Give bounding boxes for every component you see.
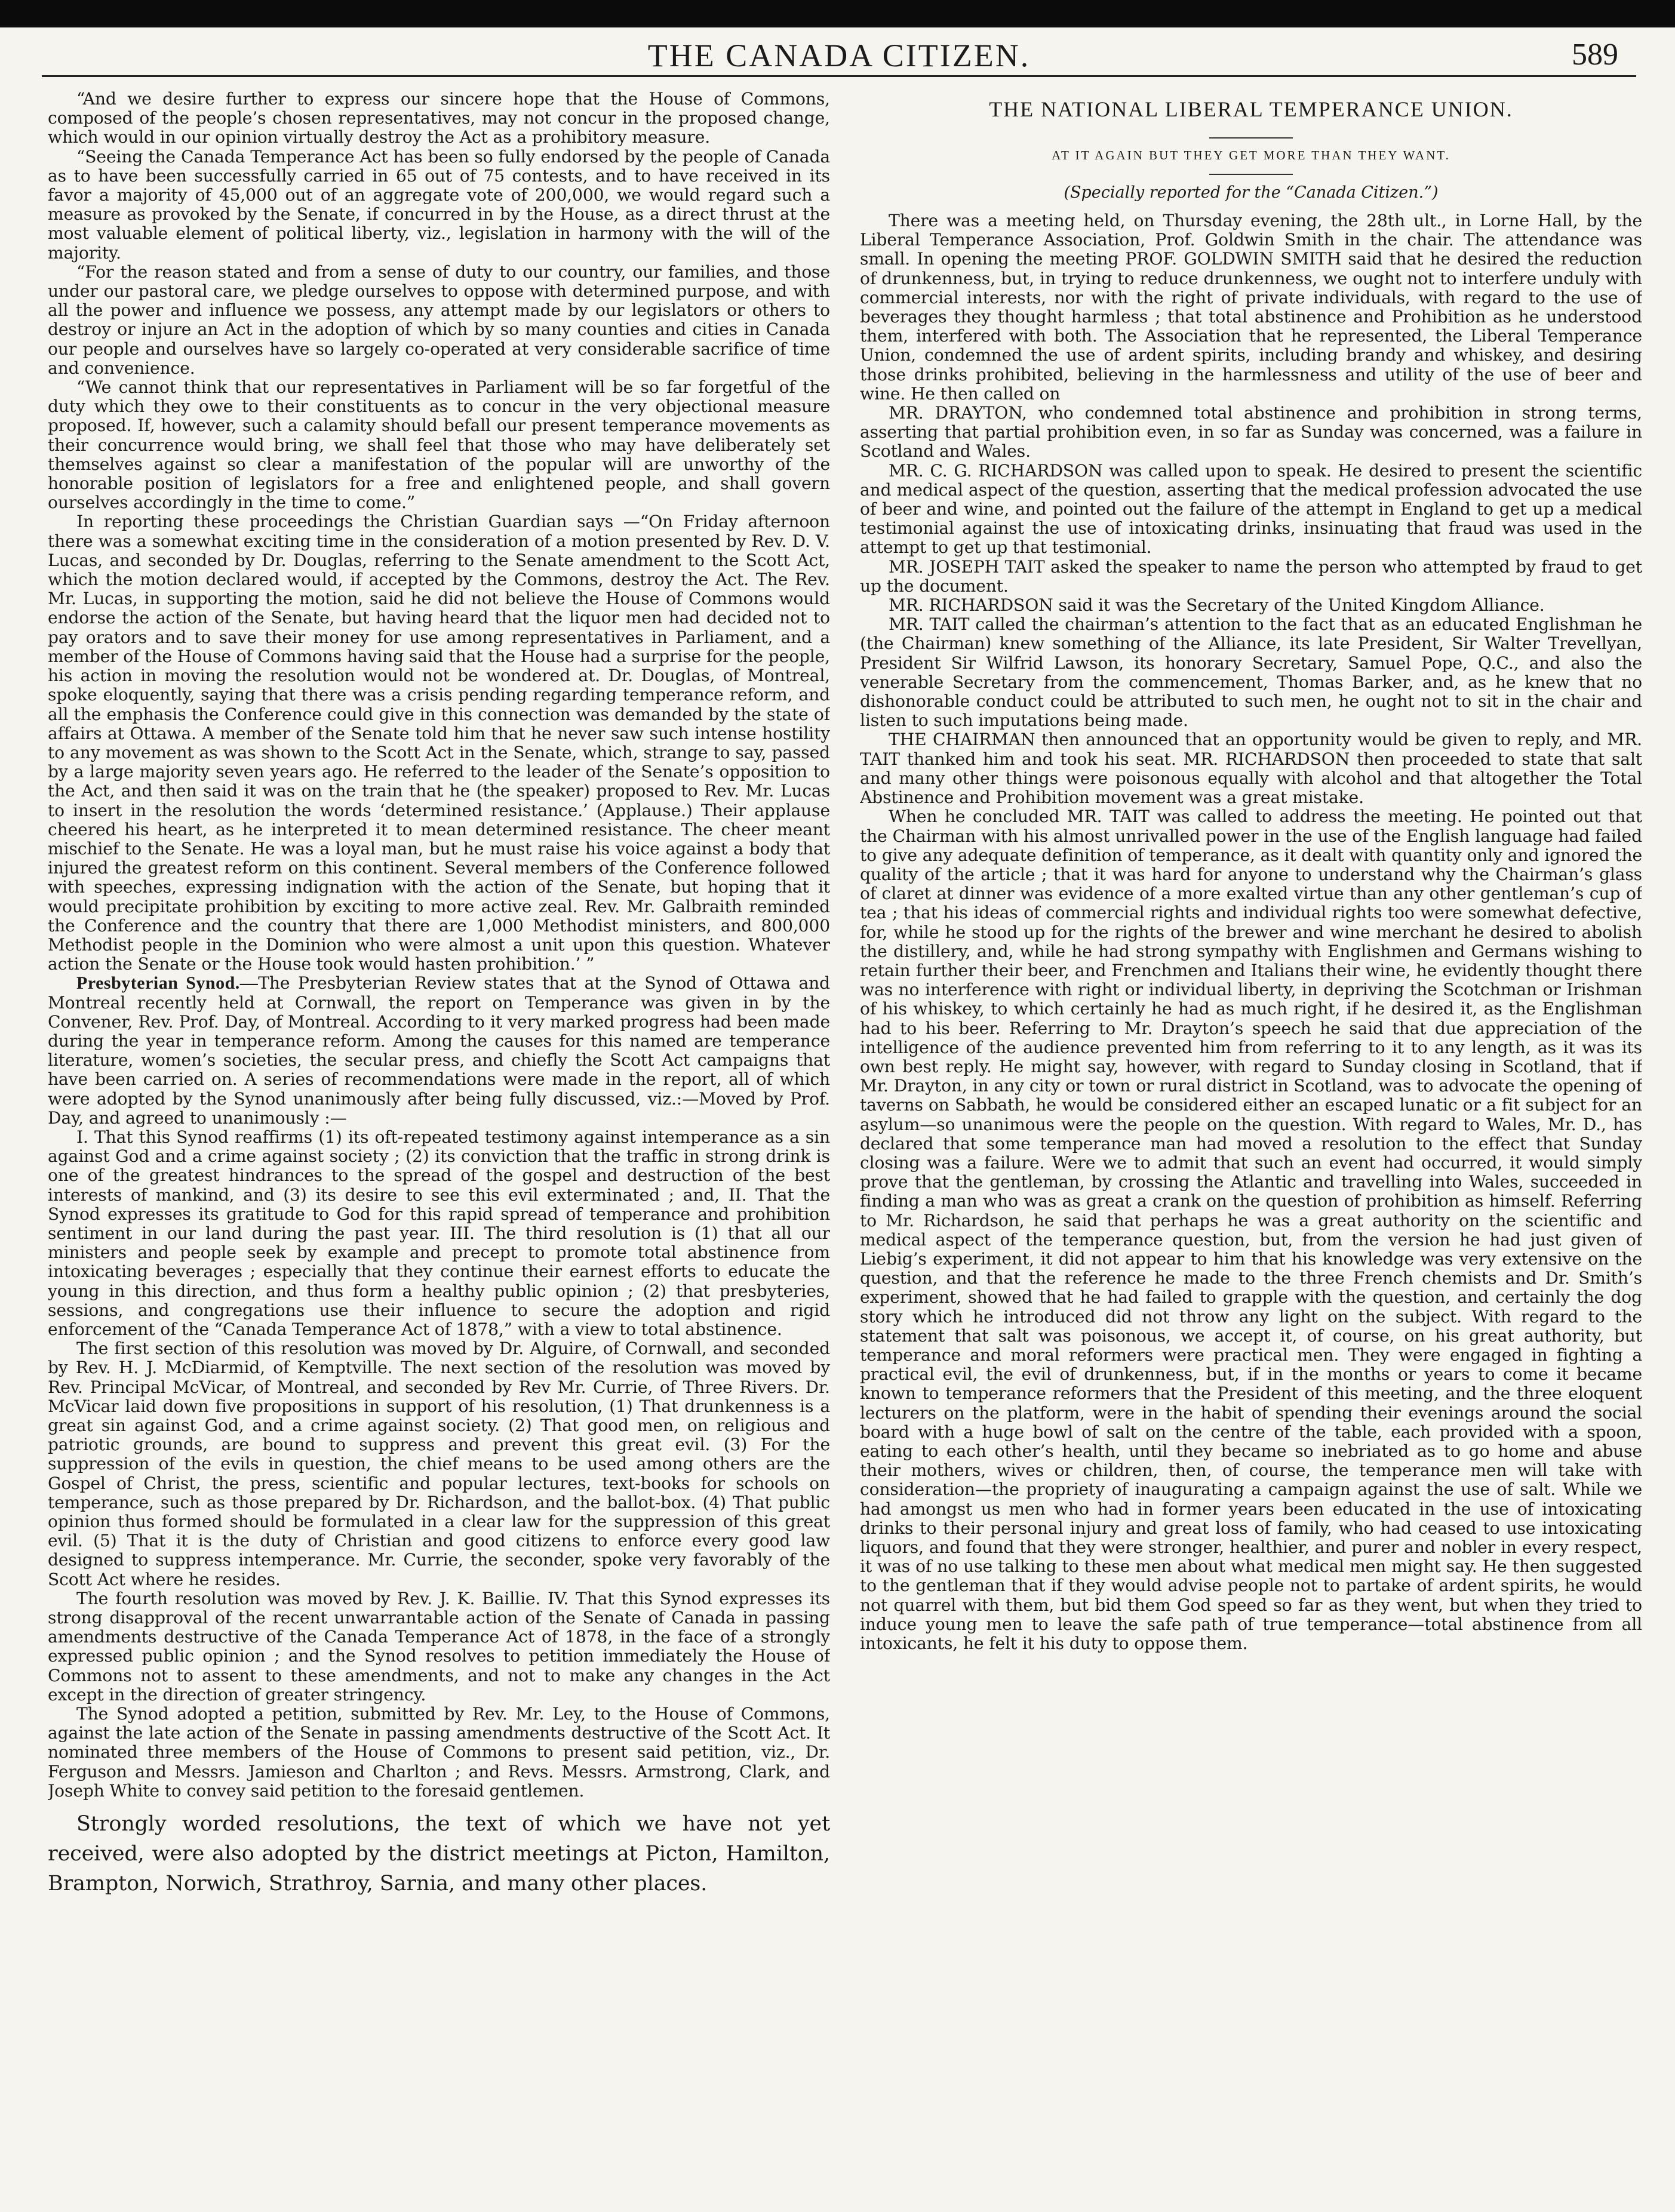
article-paragraph: MR. RICHARDSON said it was the Secretary of the United Kingdom Alliance. [889, 595, 1545, 616]
divider [1209, 137, 1293, 139]
article-paragraph: The first section of this resolution was moved by Dr. Alguire, of Cornwall, and seconded by Rev. H. J. McDiarmid, of Kemptville. The next section of the resolution was moved by Rev. Principal McVicar, of Montreal, and seconded by Rev Mr. Currie, of Three Rivers. Dr. McVicar laid down five propositions in support of his resolution, (1) That drunkenness is a great sin against God, and a crime against society. (2) That good men, on religious and patriotic grounds, are bound to suppress and prevent this great evil. (3) For the suppression of the evils in question, the chief means to be used among others are the Gospel of Christ, the press, scientific and popular lectures, text-books for schools on temperance, such as those prepared by Dr. Richardson, and the ballot-box. (4) That public opinion thus formed should be formulated in a clear law for the suppression of this great evil. (5) That it is the duty of Christian and good citizens to enforce every good law designed to suppress intemperance. Mr. Currie, the seconder, spoke very favorably of the Scott Act where he resides. [48, 1339, 830, 1589]
synod-paragraph [48, 974, 830, 1128]
article-paragraph: “We cannot think that our representatives in Parliament will be so far forgetful of the duty which they owe to their constituents as to concur in the very objectional measure proposed. If, however, such a calamity should befall our present temperance movements as their concurrence would bring, we shall feel that those who may have deliberately set themselves against so clear a manifestation of the popular will are unworthy of the honorable position of legislators for a free and enlightened people, and shall govern ourselves accordingly in the time to come.” [48, 377, 830, 513]
left-column [48, 90, 830, 2128]
right-column [860, 90, 1642, 2128]
synod-heading: Presbyterian Synod.— [76, 973, 259, 993]
article-subheading: AT IT AGAIN BUT THEY GET MORE THAN THEY WANT. [1052, 148, 1450, 162]
synod-text: The Presbyterian Review states that at the Synod of Ottawa and Montreal recently held at Cornwall, the report on Temperance was given in by the Convener, Rev. Prof. Day, of Montreal. According to it very marked progress had been made during the year in temperance reform. Among the causes for this named are temperance literature, women’s societies, the secular press, and chiefly the Scott Act campaigns that have been carried on. A series of recommendations were made in the report, all of which were adopted by the Synod unanimously after being fully discussed, viz.:—Moved by Prof. Day, and agreed to unanimously :— [48, 973, 830, 1128]
page-header [42, 35, 1636, 77]
article-paragraph: “For the reason stated and from a sense of duty to our country, our families, and those under our pastoral care, we pledge ourselves to oppose with determined purpose, and with all the power and influence we possess, any attempt made by our legislators or others to destroy or injure an Act in the adoption of which by so many counties and cities in Canada our people and ourselves have so largely co-operated at very considerable sacrifice of time and convenience. [48, 261, 830, 378]
closing-note [48, 1809, 830, 1899]
article-paragraph: THE CHAIRMAN then announced that an opportunity would be given to reply, and MR. TAIT thanked him and took his seat. MR. RICHARDSON then proceeded to state that salt and many other things were poisonous equally with alcohol and that altogether the Total Abstinence and Prohibition movement was a great mistake. [860, 730, 1642, 808]
article-paragraph: There was a meeting held, on Thursday evening, the 28th ult., in Lorne Hall, by the Liberal Temperance Association, Prof. Goldwin Smith in the chair. The attendance was small. In opening the meeting PROF. GOLDWIN SMITH said that he desired the reduction of drunkenness, but, in trying to reduce drunkenness, we ought not to interfere unduly with commercial interests, nor with the right of private individuals, with regard to the use of beverages they thought harmless ; that total abstinence and Prohibition as he understood them, interfered with both. The Association that he represented, the Liberal Temperance Union, condemned the use of ardent spirits, including brandy and whiskey, and desiring those drinks prohibited, believing in the harmlessness and utility of the use of beer and wine. He then called on [860, 211, 1642, 404]
article-paragraph: When he concluded MR. TAIT was called to address the meeting. He pointed out that the Chairman with his almost unrivalled power in the use of the English language had failed to give any adequate definition of temperance, as it dealt with quantity only and ignored the quality of the article ; that it was hard for anyone to understand why the Chairman’s glass of claret at dinner was evidence of a more exalted virtue than any other gentleman’s cup of tea ; that his ideas of commercial rights and individual rights too were somewhat defective, for, while he stood up for the rights of the brewer and wine merchant he desired to abolish the distillery, and, while he had strong sympathy with Englishmen and Germans wishing to retain further their beer, and Frenchmen and Italians their wine, he evidently thought there was no interference with right or individual liberty, in depriving the Scotchman or Irishman of his whiskey, to which certainly he had as much right, if he desired it, as the Englishman had to his beer. Referring to Mr. Drayton’s speech he said that due appreciation of the intelligence of the audience prevented him from referring to it to any length, as it was its own best reply. He might say, however, with regard to Sunday closing in Scotland, that if Mr. Drayton, in any city or town or rural district in Scotland, was to advocate the opening of taverns on Sabbath, he would be considered either an escaped lunatic or a fit subject for an asylum—so unanimous were the people on the question. With regard to Wales, Mr. D., has declared that some temperance man had moved a resolution to the effect that Sunday closing was a failure. Were we to admit that such an event had occurred, it would simply prove that the gentleman, by crossing the Atlantic and travelling into Wales, succeeded in finding a man who was as great a crank on the question of prohibition as himself. Referring to Mr. Richardson, he said that perhaps he was a great authority on the scientific and medical aspect of the temperance question, but, from the version he had just given of Liebig’s experiment, it did not appear to him that his knowledge was very extensive on the question, and that the reference he made to the three French chemists and Dr. Smith’s experiment, showed that he had failed to grapple with the question, and certainly the dog story which he introduced did not throw any light on the subject. With regard to the statement that salt was poisonous, we accept it, of course, on his great authority, but temperance and moral reformers were practical men. They were engaged in fighting a practical evil, the evil of drunkenness, but, if in the months or years to come it became known to temperance reformers that the President of this meeting, and the three eloquent lecturers on the platform, were in the habit of spending their evenings around the social board with a huge bowl of salt on the centre of the table, each provided with a spoon, eating to each other’s health, until they became so inebriated as to go home and abuse their mothers, wives or children, then, of course, the temperance men will take with consideration—the propriety of inaugurating a campaign against the use of salt. While we had amongst us men who had in former years been educated in the use of intoxicating drinks to their personal injury and great loss of family, who had ceased to use intoxicating liquors, and found that they were stronger, healthier, and purer and nobler in every respect, it was of no use talking to these men about what medical men might say. He then suggested to the gentleman that if they would advise people not to partake of ardent spirits, he would not quarrel with them, but bid them God speed so far as they went, but when they tried to induce young men to leave the safe path of true temperance—total abstinence from all intoxicants, he felt it his duty to oppose them. [860, 807, 1642, 1654]
page-number: 589 [1572, 38, 1618, 72]
newspaper-title: THE CANADA CITIZEN. [647, 38, 1031, 73]
article-paragraph: The fourth resolution was moved by Rev. J. K. Baillie. IV. That this Synod expresses its strong disapproval of the recent unwarrantable action of the Senate of Canada in passing amendments destructive of the Canada Temperance Act of 1878, in the face of a strongly expressed public opinion ; and the Synod resolves to petition immediately the House of Commons not to assent to these amendments, and not to make any changes in the Act except in the direction of greater stringency. [48, 1588, 830, 1705]
article-paragraph: MR. C. G. RICHARDSON was called upon to speak. He desired to present the scientific and medical aspect of the question, asserting that the medical profession advocated the use of beer and wine, and pointed out the failure of the attempt in England to get up a medical testimonial against the use of intoxicating drinks, insinuating that fraud was used in the attempt to get up that testimonial. [860, 460, 1642, 558]
article-paragraph: In reporting these proceedings the Christian Guardian says —“On Friday afternoon there was a somewhat exciting time in the consideration of a motion presented by Rev. D. V. Lucas, and seconded by Dr. Douglas, referring to the Senate amendment to the Scott Act, which the motion declared would, if accepted by the Commons, destroy the Act. The Rev. Mr. Lucas, in supporting the motion, said he did not believe the House of Commons would endorse the action of the Senate, but having heard that the liquor men had decided not to pay orators and to save their money for use among representatives in Parliament, and a member of the House of Commons having said that the House had a surprise for the people, his action in moving the resolution would not be wondered at. Dr. Douglas, of Montreal, spoke eloquently, saying that there was a crisis pending regarding temperance reform, and all the emphasis the Conference could give in this connection was demanded by the state of affairs at Ottawa. A member of the Senate told him that he never saw such intense hostility to any movement as was shown to the Scott Act in the Senate, which, strange to say, passed by a large majority seven years ago. He referred to the leader of the Senate’s opposition to the Act, and then said it was on the train that he (the speaker) proposed to Rev. Mr. Lucas to insert in the resolution the words ‘determined resistance.’ (Applause.) Their applause cheered his heart, as he interpreted it to mean determined resistance. The cheer meant mischief to the Senate. He was a loyal man, but he must raise his voice against a body that injured the greatest reform on this continent. Several members of the Conference followed with speeches, expressing indignation with the action of the Senate, but hoping that it would precipitate prohibition by exciting to more active zeal. Rev. Mr. Galbraith reminded the Conference and the country that there are 1,000 Methodist ministers, and 800,000 Methodist people in the Dominion who were almost a unit upon this question. Whatever action the Senate or the House took would hasten prohibition.’ ” [48, 512, 830, 974]
closing-note-text: Strongly worded resolutions, the text of which we have not yet received, were also adopted by the district meetings at Picton, Hamilton, Brampton, Norwich, Strathroy, Sarnia, and many other places. [48, 1812, 830, 1896]
article-paragraph: I. That this Synod reaffirms (1) its oft-repeated testimony against intemperance as a sin against God and a crime against society ; (2) its conviction that the traffic in strong drink is one of the greatest hindrances to the spread of the gospel and destruction of the best interests of mankind, and (3) its desire to see this evil exterminated ; and, II. That the Synod expresses its gratitude to God for this rapid spread of temperance and prohibition sentiment in our land during the past year. III. The third resolution is (1) that all our ministers and people seek by example and precept to promote total abstinence from intoxicating beverages ; especially that they continue their earnest efforts to educate the young in this direction, and thus form a healthy public opinion ; (2) that presbyteries, sessions, and congregations use their influence to secure the adoption and rigid enforcement of the “Canada Temperance Act of 1878,” with a view to total abstinence. [48, 1127, 830, 1339]
article-heading: THE NATIONAL LIBERAL TEMPERANCE UNION. [989, 97, 1513, 121]
article-byline: (Specially reported for the “Canada Citizen.”) [1064, 183, 1439, 202]
divider [1209, 174, 1293, 175]
article-paragraph: “Seeing the Canada Temperance Act has been so fully endorsed by the people of Canada as to have been successfully carried in 65 out of 75 contests, and to have received in its favor a majority of 45,000 out of an aggregate vote of 200,000, we would regard such a measure as provoked by the Senate, if concurred in by the House, as a direct thrust at the most valuable element of political liberty, viz., legislation in harmony with the will of the majority. [48, 146, 830, 263]
article-paragraph: The Synod adopted a petition, submitted by Rev. Mr. Ley, to the House of Commons, against the late action of the Senate in passing amendments destructive of the Scott Act. It nominated three members of the House of Commons to present said petition, viz., Dr. Ferguson and Messrs. Jamieson and Charlton ; and Revs. Messrs. Armstrong, Clark, and Joseph White to convey said petition to the foresaid gentlemen. [48, 1704, 830, 1801]
article-paragraph: MR. TAIT called the chairman’s attention to the fact that as an educated Englishman he (the Chairman) knew something of the Alliance, its late President, Sir Walter Trevellyan, President Sir Wilfrid Lawson, its honorary Secretary, Samuel Pope, Q.C., and also the venerable Secretary from the commencement, Thomas Barker, and, as he knew that no dishonorable conduct could be attributed to such men, he ought not to sit in the chair and listen to such imputations being made. [860, 614, 1642, 731]
article-paragraph: “And we desire further to express our sincere hope that the House of Commons, composed of the people’s chosen representatives, may not concur in the proposed change, which would in our opinion virtually destroy the Act as a prohibitory measure. [48, 90, 830, 147]
article-paragraph: MR. DRAYTON, who condemned total abstinence and prohibition in strong terms, asserting that partial prohibition even, in so far as Sunday was concerned, was a failure in Scotland and Wales. [860, 403, 1642, 462]
article-paragraph: MR. JOSEPH TAIT asked the speaker to name the person who attempted by fraud to get up the document. [860, 556, 1642, 596]
scan-top-edge [0, 0, 1675, 27]
